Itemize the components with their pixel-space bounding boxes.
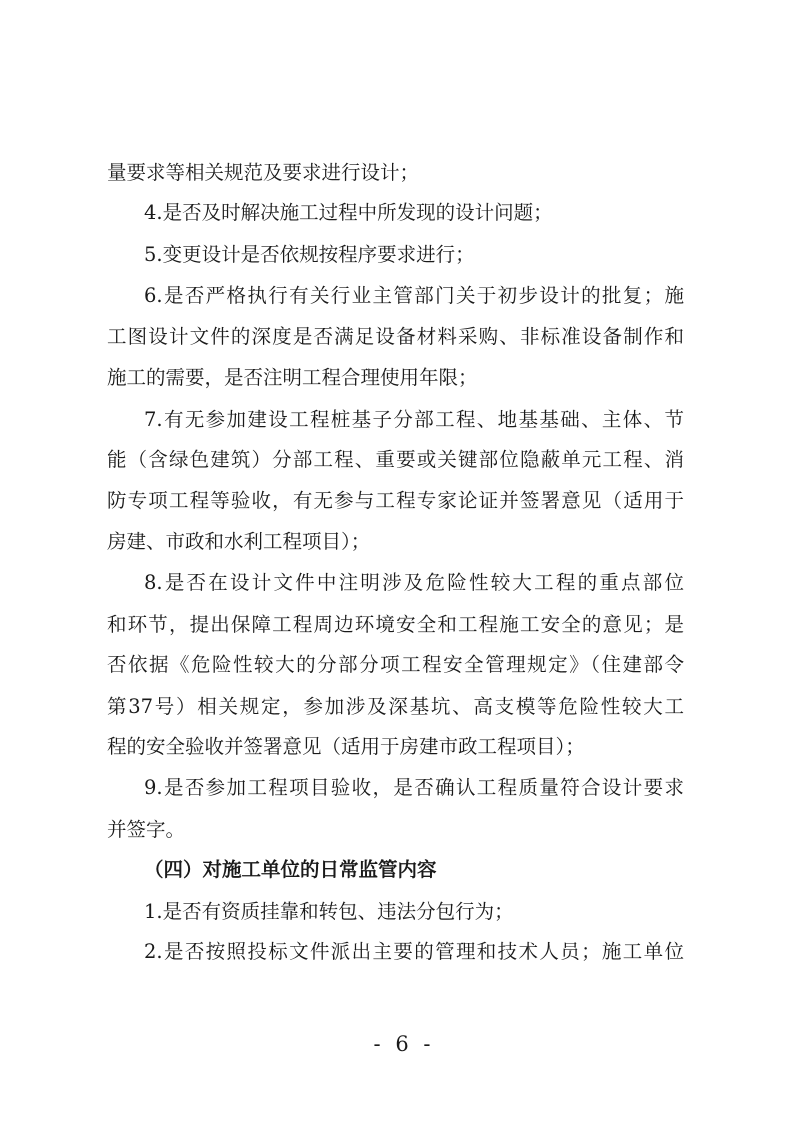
text-line: 1.是否有资质挂靠和转包、违法分包行为； bbox=[144, 900, 514, 923]
text-line: 9.是否参加工程项目验收，是否确认工程质量符合设计要求 bbox=[144, 776, 684, 799]
text-line: 2.是否按照投标文件派出主要的管理和技术人员；施工单位 bbox=[144, 940, 684, 963]
page-number: - 6 - bbox=[373, 1032, 435, 1056]
text-line: 第37号）相关规定，参加涉及深基坑、高支模等危险性较大工 bbox=[107, 695, 684, 718]
text-line: 6.是否严格执行有关行业主管部门关于初步设计的批复；施 bbox=[144, 284, 684, 307]
text-line: 房建、市政和水利工程项目）； bbox=[107, 530, 371, 553]
text-line: 防专项工程等验收，有无参与工程专家论证并签署意见（适用于 bbox=[107, 489, 684, 512]
text-line: 7.有无参加建设工程桩基子分部工程、地基基础、主体、节 bbox=[144, 408, 684, 431]
text-line: 5.变更设计是否依规按程序要求进行； bbox=[144, 243, 475, 266]
text-line: 8.是否在设计文件中注明涉及危险性较大工程的重点部位 bbox=[144, 571, 684, 594]
text-line: 4.是否及时解决施工过程中所发现的设计问题； bbox=[144, 201, 553, 224]
text-line: 量要求等相关规范及要求进行设计； bbox=[107, 161, 420, 184]
text-line: 程的安全验收并签署意见（适用于房建市政工程项目）； bbox=[107, 735, 585, 758]
text-line: 施工的需要，是否注明工程合理使用年限； bbox=[107, 366, 478, 389]
text-line: 工图设计文件的深度是否满足设备材料采购、非标准设备制作和 bbox=[107, 325, 684, 348]
text-line: 能（含绿色建筑）分部工程、重要或关键部位隐蔽单元工程、消 bbox=[107, 448, 684, 471]
section-heading: （四）对施工单位的日常监管内容 bbox=[144, 858, 437, 881]
text-line: 和环节，提出保障工程周边环境安全和工程施工安全的意见；是 bbox=[107, 613, 684, 636]
text-line: 否依据《危险性较大的分部分项工程安全管理规定》（住建部令 bbox=[107, 653, 684, 676]
text-line: 并签字。 bbox=[107, 818, 186, 841]
